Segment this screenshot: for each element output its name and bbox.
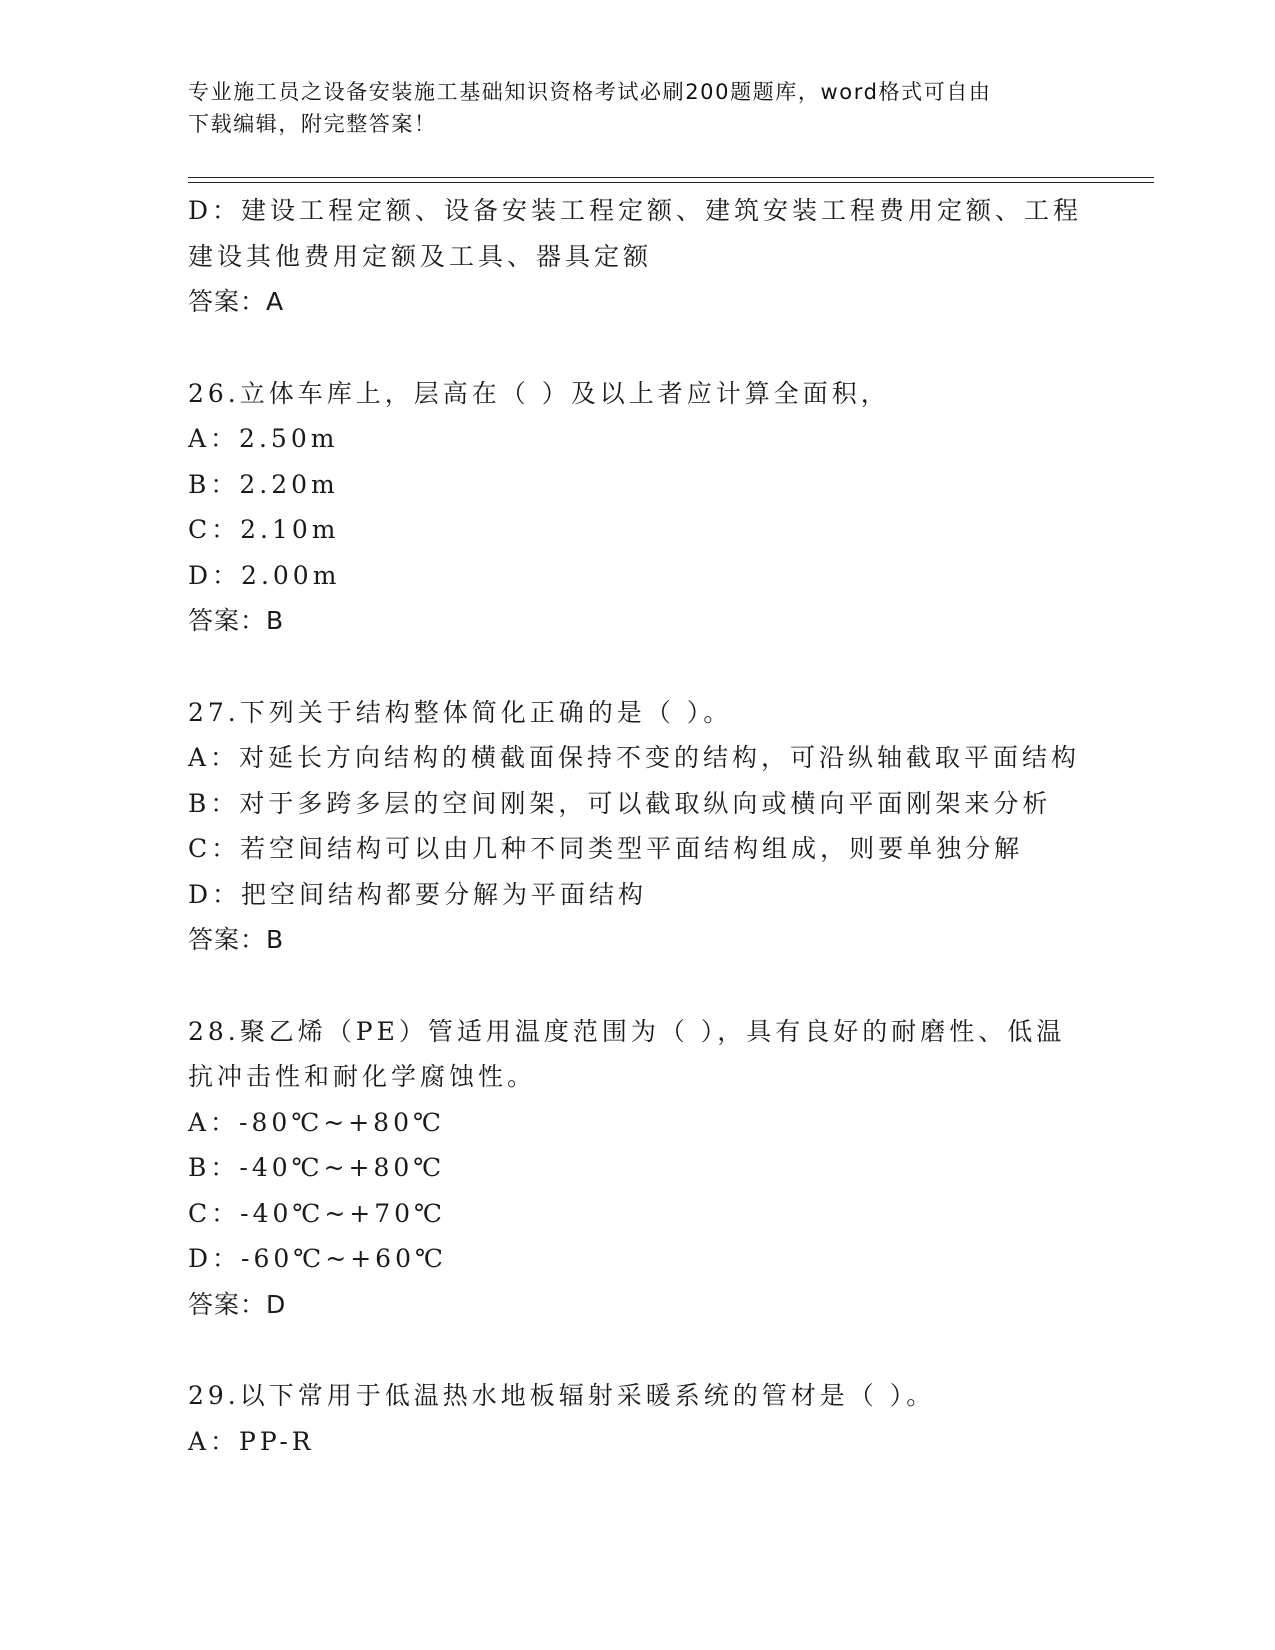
option-d-line-2: 建设其他费用定额及工具、器具定额: [188, 241, 653, 271]
question-text: 29.以下常用于低温热水地板辐射采暖系统的管材是（ ）。: [188, 1381, 936, 1410]
page-header: [188, 76, 1068, 140]
option-a: A：PP-R: [188, 1426, 315, 1456]
option-a: A：-80℃~+80℃: [188, 1107, 445, 1137]
answer-line: 答案：B: [188, 925, 285, 954]
answer-line: 答案：B: [188, 606, 285, 635]
option-d: D：把空间结构都要分解为平面结构: [188, 879, 648, 909]
answer-line: 答案：A: [188, 287, 285, 316]
option-d: D：-60℃~+60℃: [188, 1244, 447, 1273]
option-c: C：若空间结构可以由几种不同类型平面结构组成，则要单独分解: [188, 834, 1024, 863]
header-line-1: 专业施工员之设备安装施工基础知识资格考试必刷200题题库，word格式可自由: [188, 80, 992, 104]
option-d-line-1: D：建设工程定额、设备安装工程定额、建筑安装工程费用定额、工程: [188, 196, 1083, 225]
option-b: B：-40℃~+80℃: [188, 1153, 446, 1182]
spacer: [188, 325, 1088, 371]
question-27: [188, 690, 1088, 963]
question-text: 27.下列关于结构整体简化正确的是（ ）。: [188, 697, 733, 727]
option-d: D：2.00m: [188, 560, 341, 590]
question-text: 26.立体车库上，层高在（ ）及以上者应计算全面积，: [188, 378, 890, 408]
option-b: B：2.20m: [188, 469, 339, 499]
answer-line: 答案：D: [188, 1289, 287, 1319]
question-28: [188, 1009, 1088, 1328]
option-c: C：2.10m: [188, 515, 340, 544]
question-list: [188, 188, 1088, 1464]
header-line-2: 下载编辑，附完整答案！: [188, 112, 437, 136]
question-25: [188, 188, 1088, 325]
option-a: A：对延长方向结构的横截面保持不变的结构，可沿纵轴截取平面结构: [188, 743, 1081, 772]
spacer: [188, 963, 1088, 1009]
spacer: [188, 644, 1088, 690]
question-text-line-1: 28.聚乙烯（PE）管适用温度范围为（ ），具有良好的耐磨性、低温: [188, 1016, 1066, 1046]
option-a: A：2.50m: [188, 424, 339, 453]
spacer: [188, 1327, 1088, 1373]
option-b: B：对于多跨多层的空间刚架，可以截取纵向或横向平面刚架来分析: [188, 788, 1052, 818]
option-c: C：-40℃~+70℃: [188, 1198, 447, 1228]
question-26: [188, 371, 1088, 644]
question-text-line-2: 抗冲击性和耐化学腐蚀性。: [188, 1062, 537, 1091]
header-divider-top: [188, 177, 1154, 178]
header-divider-bottom: [188, 182, 1154, 183]
question-29: [188, 1373, 1088, 1464]
